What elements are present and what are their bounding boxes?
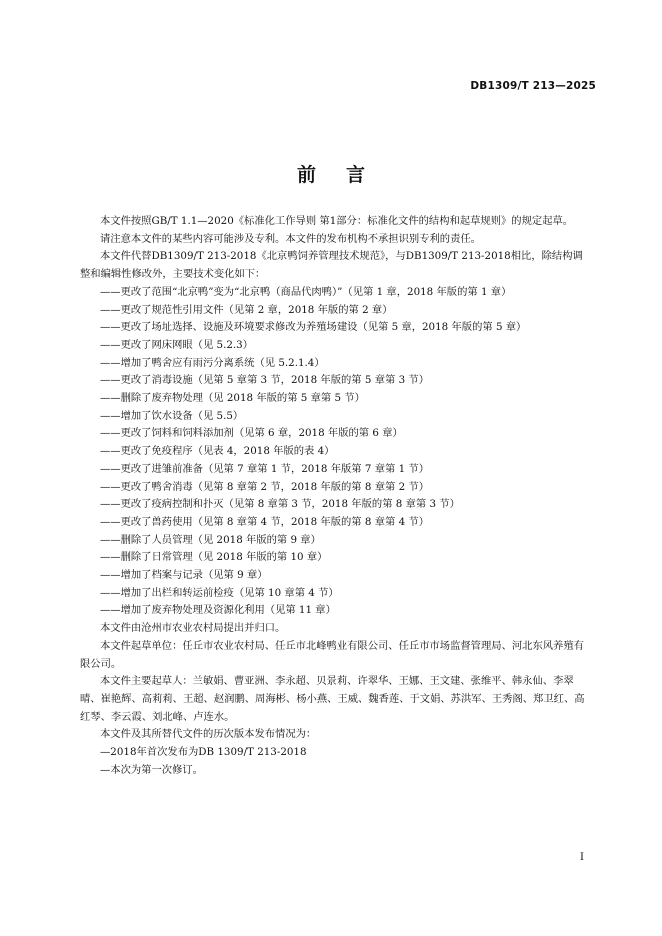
intro-paragraph: 请注意本文件的某些内容可能涉及专利。本文件的发布机构不承担识别专利的责任。: [100, 232, 481, 245]
change-item: ——更改了兽药使用（见第 8 章第 4 节，2018 年版的第 8 章第 4 节）: [100, 515, 429, 528]
change-item: ——删除了废弃物处理（见 2018 年版的第 5 章第 5 节）: [100, 392, 365, 405]
history-item: —2018年首次发布为DB 1309/T 213-2018: [100, 746, 307, 759]
history-item: —本次为第一次修订。: [100, 763, 203, 776]
change-item: ——更改了疫病控制和扑灭（见第 8 章第 3 节，2018 年版的第 8 章第 3 节）: [100, 498, 460, 511]
change-item: ——更改了免疫程序（见表 4，2018 年版的表 4）: [100, 445, 335, 458]
change-item: ——更改了规范性引用文件（见第 2 章，2018 年版的第 2 章）: [100, 303, 393, 316]
intro-paragraph: 本文件代替DB1309/T 213-2018《北京鸭饲养管理技术规范》，与DB1309/T 213-2018相比，除结构调整和编辑性修改外，主要技术变化如下：: [80, 250, 583, 281]
change-item: ——更改了网床网眼（见 5.2.3）: [100, 338, 254, 351]
change-item: ——增加了废弃物处理及资源化利用（见第 11 章）: [100, 604, 336, 617]
change-item: ——更改了鸭舍消毒（见第 8 章第 2 节，2018 年版的第 8 章第 2 节）: [100, 480, 429, 493]
outro-paragraph: 本文件及其所替代文件的历次版本发布情况为：: [100, 728, 317, 741]
change-item: ——增加了鸭舍应有雨污分离系统（见 5.2.1.4）: [100, 356, 325, 369]
document-body: [80, 213, 590, 780]
change-item: ——更改了场址选择、设施及环境要求修改为养殖场建设（见第 5 章，2018 年版的第 5 章）: [100, 321, 527, 334]
outro-paragraph: 本文件起草单位：任丘市农业农村局、任丘市北峰鸭业有限公司、任丘市市场监督管理局、河北东风养殖有限公司。: [80, 639, 584, 670]
change-item: ——增加了档案与记录（见第 9 章）: [100, 569, 268, 582]
change-item: ——删除了日常管理（见 2018 年版的第 10 章）: [100, 551, 328, 564]
change-item: ——更改了范围“北京鸭”变为“北京鸭（商品代肉鸭）”（见第 1 章，2018 年版的第 1 章）: [100, 285, 512, 298]
change-item: ——删除了人员管理（见 2018 年版的第 9 章）: [100, 533, 321, 546]
outro-paragraph: 本文件主要起草人：兰敏娟、曹亚洲、李永超、贝景莉、许翠华、王娜、王文建、张维平、韩永仙、李翠晴、崔艳辉、高莉莉、王超、赵润鹏、周海彬、杨小燕、王威、魏香莲、于文娟、苏洪军、王秀阁、郑卫红、高红琴、李云霞、刘北峰、卢连水。: [80, 675, 585, 723]
change-item: ——更改了进雏前准备（见第 7 章第 1 节，2018 年版第 7 章第 1 节）: [100, 462, 429, 475]
change-item: ——增加了饮水设备（见 5.5）: [100, 409, 244, 422]
page-number: I: [580, 852, 584, 863]
outro-paragraph: 本文件由沧州市农业农村局提出并归口。: [100, 622, 286, 635]
change-item: ——更改了消毒设施（见第 5 章第 3 节，2018 年版的第 5 章第 3 节）: [100, 374, 429, 387]
intro-paragraph: 本文件按照GB/T 1.1—2020《标准化工作导则 第1部分：标准化文件的结构和起草规则》的规定起草。: [100, 215, 574, 227]
document-number: DB1309/T 213—2025: [470, 80, 596, 92]
change-item: ——增加了出栏和转运前检疫（见第 10 章第 4 节）: [100, 586, 339, 599]
page-title: 前言: [296, 164, 395, 186]
change-item: ——更改了饲料和饲料添加剂（见第 6 章，2018 年版的第 6 章）: [100, 427, 403, 440]
